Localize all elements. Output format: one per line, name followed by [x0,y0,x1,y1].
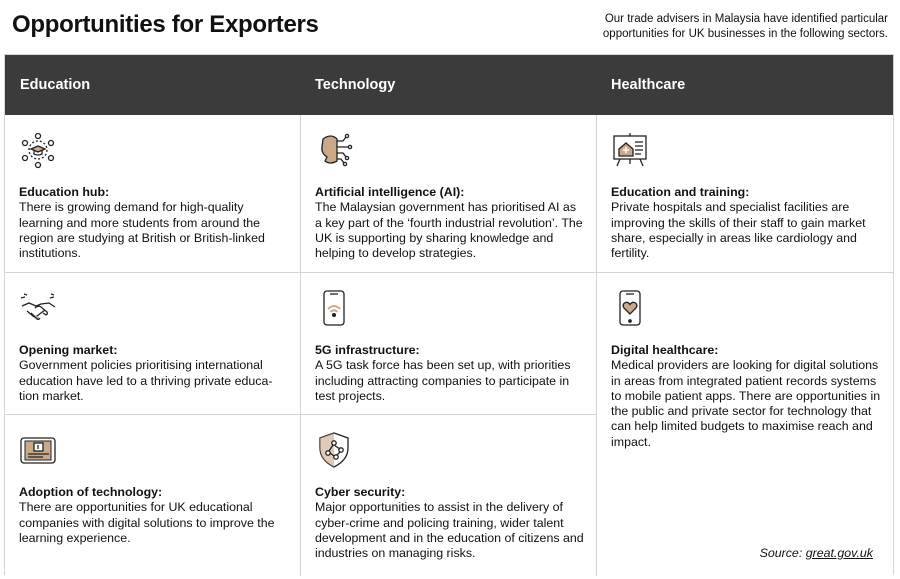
column-header-technology: Technology [315,77,396,93]
page-title: Opportunities for Exporters [12,11,319,38]
column-header-education: Education [20,77,91,93]
mobile-heart-icon [611,289,649,327]
card-cyber-security [301,415,597,576]
card-title: Digital healthcare: [611,343,719,357]
presentation-board-icon [611,131,649,169]
source-link[interactable]: great.gov.uk [805,546,873,560]
card-education-hub [5,115,301,273]
card-body: Major opportunities to assist in the delivery of cyber-crime and policing training, wider talent development and in the education of citizens and industries on managing risks. [315,500,584,561]
card-body: The Malaysian government has prioritised AI as a key part of the ‘fourth industrial revolution’. The UK is supporting by sharing knowledge and helping to develop strategies. [315,200,583,261]
card-title: Education and training: [611,185,750,199]
source-note [760,546,873,560]
mobile-wifi-icon [315,289,353,327]
handshake-icon [19,289,57,327]
card-title: Education hub: [19,185,110,199]
card-artificial-intelligence [301,115,597,273]
column-header-healthcare: Healthcare [611,77,686,93]
opportunities-table [4,54,894,575]
card-adoption-technology [5,415,301,576]
card-title: Cyber security: [315,485,406,499]
card-title: Adoption of technology: [19,485,163,499]
table-header [5,55,893,115]
card-title: 5G infrastructure: [315,343,420,357]
card-body: Medical providers are looking for digital solutions in areas from integrated patient records systems to mobile patient apps. There are opportunities in the public and private sector for technology that can help limited budgets to maximise reach and impact. [611,358,881,449]
card-body: A 5G task force has been set up, with priorities including attracting companies to participate in test projects. [315,358,571,403]
card-digital-healthcare [597,273,893,576]
graduation-cap-icon [19,131,57,169]
card-body: There is growing demand for high-quality learning and more students from around the region are studying at British or British-linked institutions. [19,200,265,261]
ai-head-icon [315,131,353,169]
card-5g-infrastructure [301,273,597,415]
source-label: Source: [759,546,803,560]
card-body: Private hospitals and specialist facilities are improving the skills of their staff to gain market share, especially in areas like cardiology and fertility. [611,200,866,261]
card-body: There are opportunities for UK educational companies with digital solutions to improve the learning experience. [19,500,275,545]
tablet-icon [19,431,57,469]
intro-text: Our trade advisers in Malaysia have identified particular opportunities for UK businesses in the following sectors. [602,13,888,40]
card-body: Government policies prioritising international education have led to a thriving private educa-tion market. [19,358,273,403]
shield-network-icon [315,431,353,469]
card-title: Opening market: [19,343,118,357]
card-title: Artificial intelligence (AI): [315,185,465,199]
card-opening-market [5,273,301,415]
card-education-training [597,115,893,273]
